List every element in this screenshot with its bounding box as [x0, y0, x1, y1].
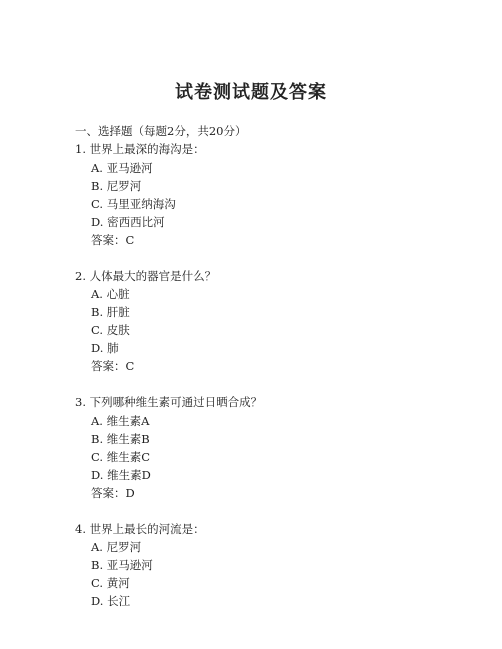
- question-3-option-c: C. 维生素C: [91, 450, 150, 464]
- question-3-answer: 答案：D: [91, 486, 135, 500]
- question-3-option-d: D. 维生素D: [91, 468, 151, 482]
- question-2-text: 2. 人体最大的器官是什么？: [75, 269, 217, 283]
- question-1-option-a: A. 亚马逊河: [91, 161, 153, 175]
- question-4-option-b: B. 亚马逊河: [91, 558, 153, 572]
- question-1-option-d: D. 密西西比河: [91, 215, 165, 229]
- question-2-option-c: C. 皮肤: [91, 323, 130, 337]
- question-2-option-b: B. 肝脏: [91, 305, 130, 319]
- question-1-answer: 答案：C: [91, 233, 135, 247]
- question-3-text: 3. 下列哪种维生素可通过日晒合成？: [75, 395, 263, 409]
- question-4-option-d: D. 长江: [91, 594, 131, 608]
- question-2-option-a: A. 心脏: [91, 287, 130, 301]
- question-1-option-c: C. 马里亚纳海沟: [91, 197, 176, 211]
- question-4-option-c: C. 黄河: [91, 576, 130, 590]
- question-2-option-d: D. 肺: [91, 341, 119, 355]
- question-1-text: 1. 世界上最深的海沟是：: [75, 142, 205, 156]
- section-heading: 一、选择题（每题2分，共20分）: [75, 124, 247, 138]
- page-title: 试卷测试题及答案: [175, 82, 327, 103]
- question-2-answer: 答案：C: [91, 359, 135, 373]
- question-4-text: 4. 世界上最长的河流是：: [75, 522, 205, 536]
- question-4-option-a: A. 尼罗河: [91, 540, 142, 554]
- question-3-option-b: B. 维生素B: [91, 432, 150, 446]
- question-1-option-b: B. 尼罗河: [91, 179, 142, 193]
- question-3-option-a: A. 维生素A: [91, 414, 150, 428]
